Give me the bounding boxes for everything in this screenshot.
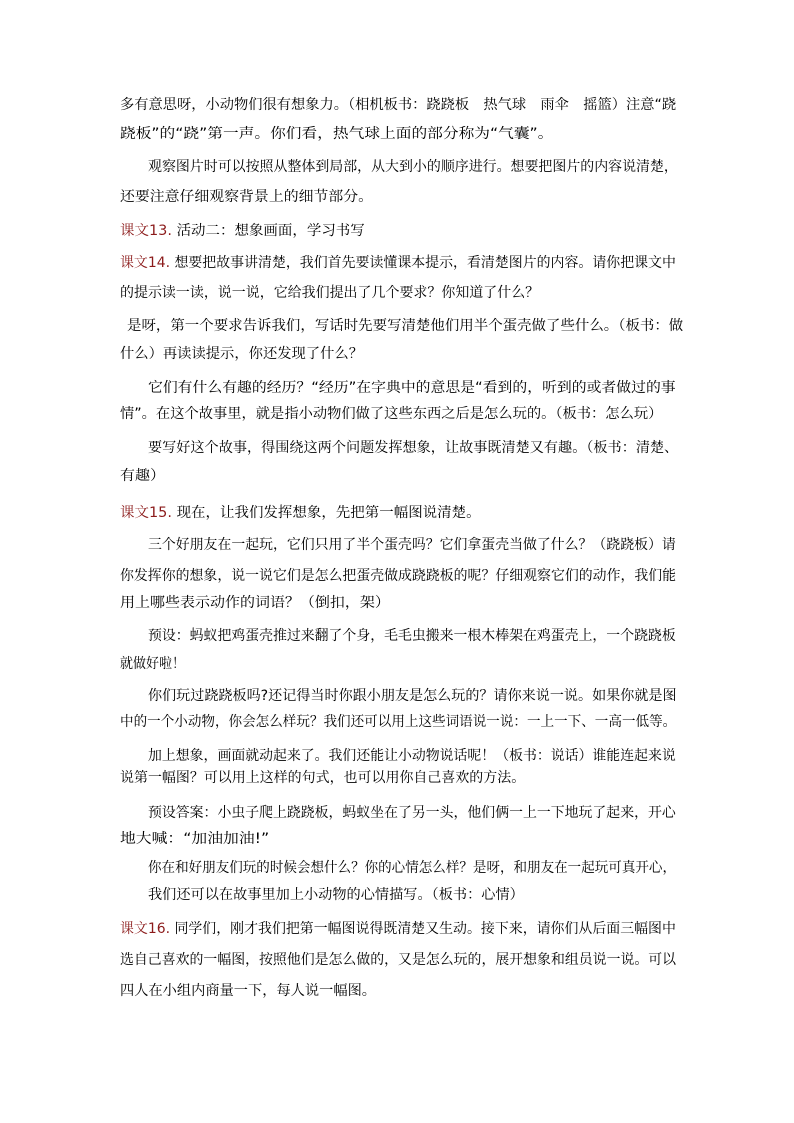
section-label: 课文15. [120,505,172,521]
para-line: 预设答案：小虫子爬上跷跷板，蚂蚁坐在了另一头，他们俩一上一下地玩了起来，开心 [148,805,676,821]
para-line: 有趣） [120,468,165,484]
para-line: 你在和好朋友们玩的时候会想什么？你的心情怎么样？是呀，和朋友在一起玩可真开心， [148,860,676,876]
para-line: 加上想象，画面就动起来了。我们还能让小动物说话呢！（板书：说话）谁能连起来说 [148,748,676,764]
para-line: 用上哪些表示动作的词语？（倒扣，架） [120,595,390,611]
para-line: 就做好啦！ [120,656,186,672]
para-line: 是呀，第一个要求告诉我们，写话时先要写清楚他们用半个蛋壳做了些什么。（板书：做 [127,318,684,334]
para-line: 四人在小组内商量一下，每人说一幅图。 [120,983,377,999]
para-line: 三个好朋友在一起玩，它们只用了半个蛋壳吗？它们拿蛋壳当做了什么？（跷跷板）请 [148,537,676,553]
para-line: 你发挥你的想象，说一说它们是怎么把蛋壳做成跷跷板的呢？仔细观察它们的动作，我们能 [120,568,677,584]
para-line: 还要注意仔细观察背景上的细节部分。 [120,189,373,205]
section-line [120,253,676,273]
para-line: 观察图片时可以按照从整体到局部，从大到小的顺序进行。想要把图片的内容说清楚， [148,159,678,175]
para-line: 要写好这个故事，得围绕这两个问题发挥想象，让故事既清楚又有趣。（板书：清楚、 [148,440,679,456]
para-line: 预设：蚂蚁把鸡蛋壳推过来翻了个身，毛毛虫搬来一根木棒架在鸡蛋壳上，一个跷跷板 [148,628,676,644]
para-line: 地大喊：“加油加油!” [120,831,270,847]
section-label: 课文16. [120,921,171,937]
para-line: 的提示读一读，说一说，它给我们提出了几个要求？你知道了什么？ [120,285,540,301]
para-line: 你们玩过跷跷板吗?还记得当时你跟小朋友是怎么玩的？请你来说一说。如果你就是图 [148,688,677,704]
para-line: 说第一幅图？可以用上这样的句式，也可以用你自己喜欢的方法。 [120,770,526,786]
para-line: 中的一个小动物，你会怎么样玩？我们还可以用上这些词语说一说：一上一下、一高一低等。 [120,714,677,730]
section-line [120,503,481,523]
para-line: 我们还可以在故事里加上小动物的心情描写。（板书：心情） [148,887,524,903]
para-line: 情”。在这个故事里，就是指小动物们做了这些东西之后是怎么玩的。（板书：怎么玩） [120,406,663,422]
section-text: 现在，让我们发挥想象，先把第一幅图说清楚。 [171,505,481,521]
section-text: 同学们，刚才我们把第一幅图说得既清楚又生动。接下来，请你们从后面三幅图中 [170,921,676,937]
section-line [120,221,365,241]
section-text: 活动二：想象画面，学习书写 [171,223,365,239]
para-line: 多有意思呀，小动物们很有想象力。（相机板书：跷跷板 热气球 雨伞 摇篮）注意“跷 [120,97,677,113]
para-line: 它们有什么有趣的经历？“经历”在字典中的意思是“看到的，听到的或者做过的事 [148,380,676,396]
section-text: 想要把故事讲清楚，我们首先要读懂课本提示，看清楚图片的内容。请你把课文中 [170,255,676,271]
para-line: 选自己喜欢的一幅图，按照他们是怎么做的，又是怎么玩的，展开想象和组员说一说。可以 [120,952,677,968]
section-line [120,919,676,939]
section-label: 课文14. [120,255,171,271]
para-line: 什么）再读读提示，你还发现了什么？ [120,346,363,362]
section-label: 课文13. [120,223,172,239]
para-line: 跷板”的“跷”第一声。你们看，热气球上面的部分称为“气囊”。 [120,126,554,142]
